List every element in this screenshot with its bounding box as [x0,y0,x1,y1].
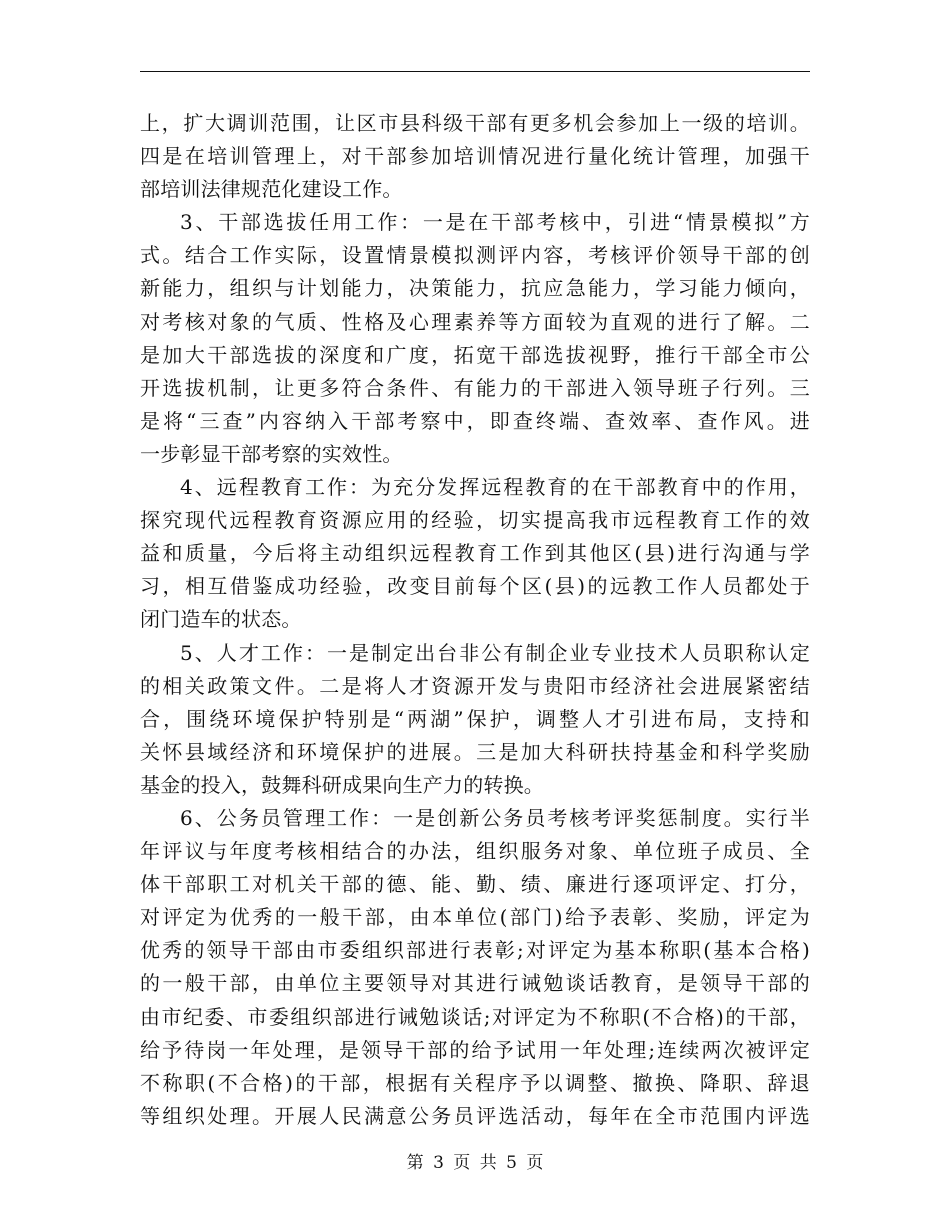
text-line: 新能力，组织与计划能力，决策能力，抗应急能力，学习能力倾向， [140,276,810,301]
text-line: 3、干部选拔任用工作：一是在干部考核中，引进“情景模拟”方 [180,210,810,235]
text-line: 等组织处理。开展人民满意公务员评选活动，每年在全市范围内评选 [140,1103,810,1128]
text-line: 的相关政策文件。二是将人才资源开发与贵阳市经济社会进展紧密结 [140,673,810,698]
text-line: 部培训法律规范化建设工作。 [140,177,403,202]
text-line: 益和质量，今后将主动组织远程教育工作到其他区(县)进行沟通与学 [140,541,810,566]
body-text [140,107,810,1133]
text-line: 优秀的领导干部由市委组织部进行表彰;对评定为基本称职(基本合格) [140,938,810,963]
text-line: 探究现代远程教育资源应用的经验，切实提高我市远程教育工作的效 [140,508,810,533]
text-line: 年评议与年度考核相结合的办法，组织服务对象、单位班子成员、全 [140,839,810,864]
text-line: 合，围绕环境保护特别是“两湖”保护，调整人才引进布局，支持和 [140,706,810,731]
text-line: 基金的投入，鼓舞科研成果向生产力的转换。 [140,772,544,797]
text-line: 的一般干部，由单位主要领导对其进行诫勉谈话教育，是领导干部的 [140,971,810,996]
text-line: 体干部职工对机关干部的德、能、勤、绩、廉进行逐项评定、打分， [140,872,810,897]
text-line: 5、人才工作：一是制定出台非公有制企业专业技术人员职称认定 [180,640,810,665]
text-line: 不称职(不合格)的干部，根据有关程序予以调整、撤换、降职、辞退 [140,1070,810,1095]
text-line: 开选拔机制，让更多符合条件、有能力的干部进入领导班子行列。三 [140,375,810,400]
text-line: 6、公务员管理工作：一是创新公务员考核考评奖惩制度。实行半 [180,805,810,830]
header-rule [140,71,810,72]
text-line: 式。结合工作实际，设置情景模拟测评内容，考核评价领导干部的创 [140,243,810,268]
text-line: 是将“三查”内容纳入干部考察中，即查终端、查效率、查作风。进 [140,408,810,433]
text-line: 是加大干部选拔的深度和广度，拓宽干部选拔视野，推行干部全市公 [140,342,810,367]
text-line: 给予待岗一年处理，是领导干部的给予试用一年处理;连续两次被评定 [140,1037,810,1062]
text-line: 关怀县域经济和环境保护的进展。三是加大科研扶持基金和科学奖励 [140,739,810,764]
text-line: 对考核对象的气质、性格及心理素养等方面较为直观的进行了解。二 [140,309,810,334]
text-line: 四是在培训管理上，对干部参加培训情况进行量化统计管理，加强干 [140,144,810,169]
text-line: 由市纪委、市委组织部进行诫勉谈话;对评定为不称职(不合格)的干部， [140,1004,810,1029]
text-line: 闭门造车的状态。 [140,607,302,632]
text-line: 一步彰显干部考察的实效性。 [140,441,403,466]
text-line: 4、远程教育工作：为充分发挥远程教育的在干部教育中的作用， [180,475,810,500]
page-footer: 第 3 页 共 5 页 [406,1153,544,1173]
text-line: 习，相互借鉴成功经验，改变目前每个区(县)的远教工作人员都处于 [140,574,810,599]
text-line: 对评定为优秀的一般干部，由本单位(部门)给予表彰、奖励，评定为 [140,905,810,930]
text-line: 上，扩大调训范围，让区市县科级干部有更多机会参加上一级的培训。 [140,111,810,135]
